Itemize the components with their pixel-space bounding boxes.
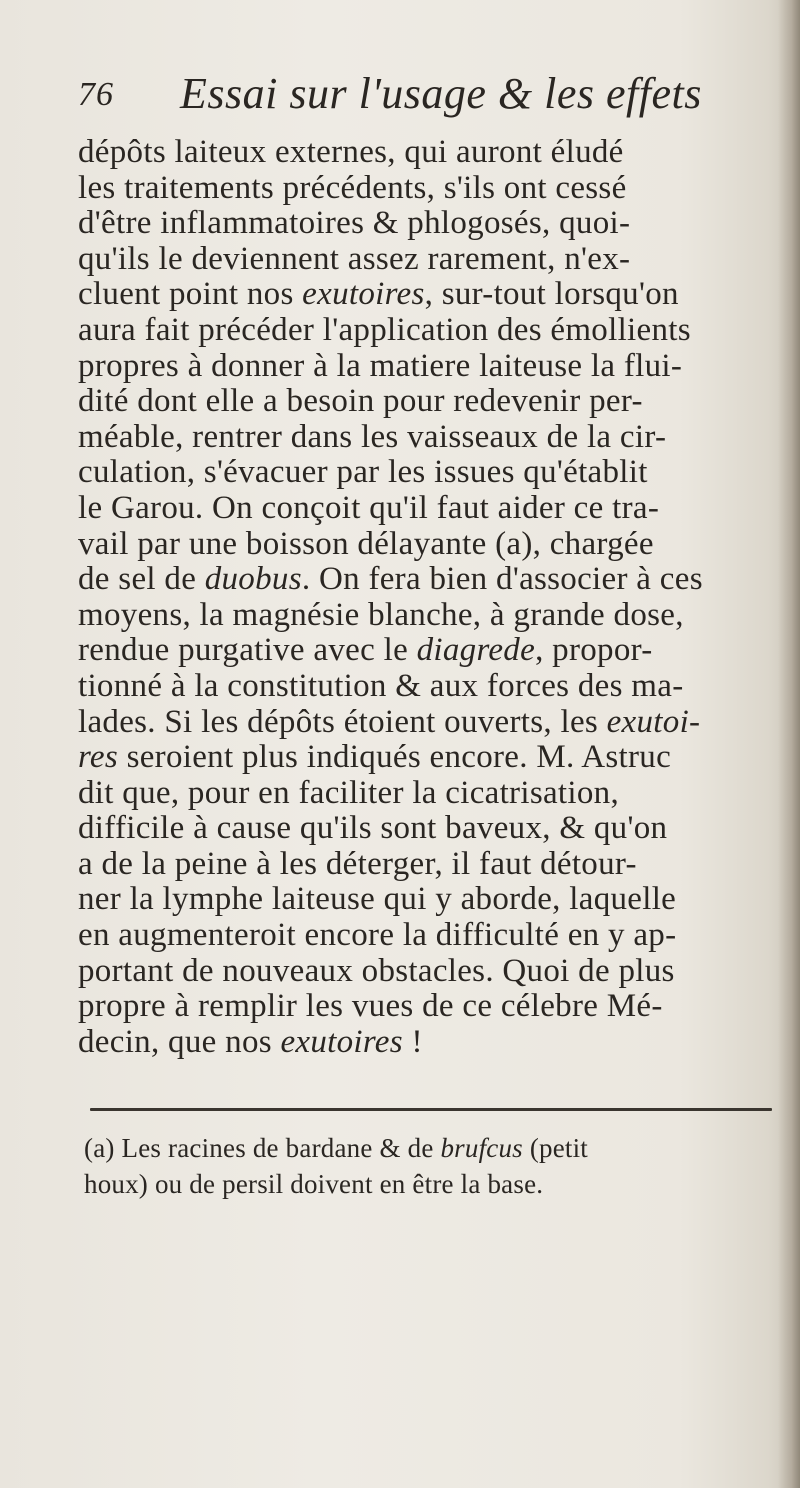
page-number: 76: [78, 76, 114, 113]
text-segment: , sur-tout lorsqu'on: [424, 276, 679, 313]
text-segment: . On fera bien d'associer à ces: [301, 561, 703, 598]
text-segment: seroient plus indiqués encore. M. Astruc: [118, 739, 672, 776]
body-text: [78, 135, 768, 1060]
footnote-line: houx) ou de persil doivent en être la base.: [84, 1169, 544, 1199]
text-line: [78, 669, 768, 705]
text-line: [78, 776, 768, 812]
footnote-text: (a) Les racines de bardane & de: [84, 1133, 441, 1163]
footnote-text: (petit: [522, 1133, 589, 1163]
text-segment: ner la lymphe laiteuse qui y aborde, laquelle: [78, 881, 677, 918]
text-segment: les traitements précédents, s'ils ont cessé: [78, 169, 627, 206]
text-line: [78, 455, 768, 491]
text-line: [78, 349, 768, 385]
text-segment: portant de nouveaux obstacles. Quoi de plus: [78, 952, 675, 989]
text-segment: , propor-: [535, 632, 653, 669]
text-line: [78, 527, 768, 563]
text-segment: aura fait précéder l'application des émollients: [78, 311, 691, 348]
text-segment: difficile à cause qu'ils sont baveux, & qu'on: [78, 810, 668, 847]
text-segment: tionné à la constitution & aux forces des ma-: [78, 667, 684, 704]
text-line: [78, 491, 768, 527]
text-line: [78, 740, 768, 776]
text-line: [78, 313, 768, 349]
text-line: [78, 705, 768, 741]
text-segment: dépôts laiteux externes, qui auront éludé: [78, 134, 624, 170]
text-line: [78, 384, 768, 420]
footnote-line: [84, 1130, 774, 1166]
footnote: [84, 1130, 774, 1202]
text-line: [78, 562, 768, 598]
text-line: [78, 277, 768, 313]
text-segment: dité dont elle a besoin pour redevenir per-: [78, 383, 643, 420]
text-segment: dit que, pour en faciliter la cicatrisation,: [78, 774, 619, 811]
text-segment: decin, que nos: [78, 1023, 281, 1060]
text-line: [78, 811, 768, 847]
italic-text: diagrede: [416, 632, 536, 669]
footnote-divider: [90, 1108, 772, 1111]
text-segment: vail par une boisson délayante (a), chargée: [78, 525, 654, 562]
running-title: Essai sur l'usage & les effets: [180, 69, 702, 118]
italic-text: duobus: [204, 561, 302, 598]
text-line: [78, 882, 768, 918]
text-line: [78, 420, 768, 456]
text-line: [78, 954, 768, 990]
text-segment: qu'ils le deviennent assez rarement, n'ex-: [78, 240, 631, 277]
text-segment: en augmenteroit encore la difficulté en y ap-: [78, 917, 677, 954]
text-line: [78, 633, 768, 669]
text-line: [78, 242, 768, 278]
text-line: [78, 171, 768, 207]
italic-text: exutoi-: [606, 703, 701, 740]
text-segment: de sel de: [78, 561, 205, 598]
text-segment: d'être inflammatoires & phlogosés, quoi-: [78, 205, 631, 242]
text-line: [78, 206, 768, 242]
text-line: [78, 1025, 768, 1061]
text-line: [78, 989, 768, 1025]
text-segment: !: [402, 1023, 423, 1060]
text-segment: méable, rentrer dans les vaisseaux de la cir-: [78, 418, 667, 455]
page-edge-shadow: [778, 0, 800, 1488]
footnote-italic-text: brufcus: [440, 1133, 523, 1163]
text-segment: propre à remplir les vues de ce célebre Mé-: [78, 988, 663, 1025]
page-header: [78, 68, 758, 132]
text-line: [78, 135, 768, 171]
text-segment: moyens, la magnésie blanche, à grande dose,: [78, 596, 684, 633]
italic-text: res: [78, 739, 119, 776]
italic-text: exutoires: [280, 1023, 403, 1060]
text-segment: a de la peine à les déterger, il faut détour-: [78, 845, 637, 882]
text-segment: propres à donner à la matiere laiteuse la flui-: [78, 347, 683, 384]
text-line: [78, 847, 768, 883]
italic-text: exutoires: [302, 276, 425, 313]
text-segment: culation, s'évacuer par les issues qu'établit: [78, 454, 648, 491]
text-line: [78, 918, 768, 954]
text-segment: lades. Si les dépôts étoient ouverts, les: [78, 703, 607, 740]
text-segment: rendue purgative avec le: [78, 632, 417, 669]
text-segment: cluent point nos: [78, 276, 303, 313]
text-line: [78, 598, 768, 634]
text-segment: le Garou. On conçoit qu'il faut aider ce tra-: [78, 489, 660, 526]
